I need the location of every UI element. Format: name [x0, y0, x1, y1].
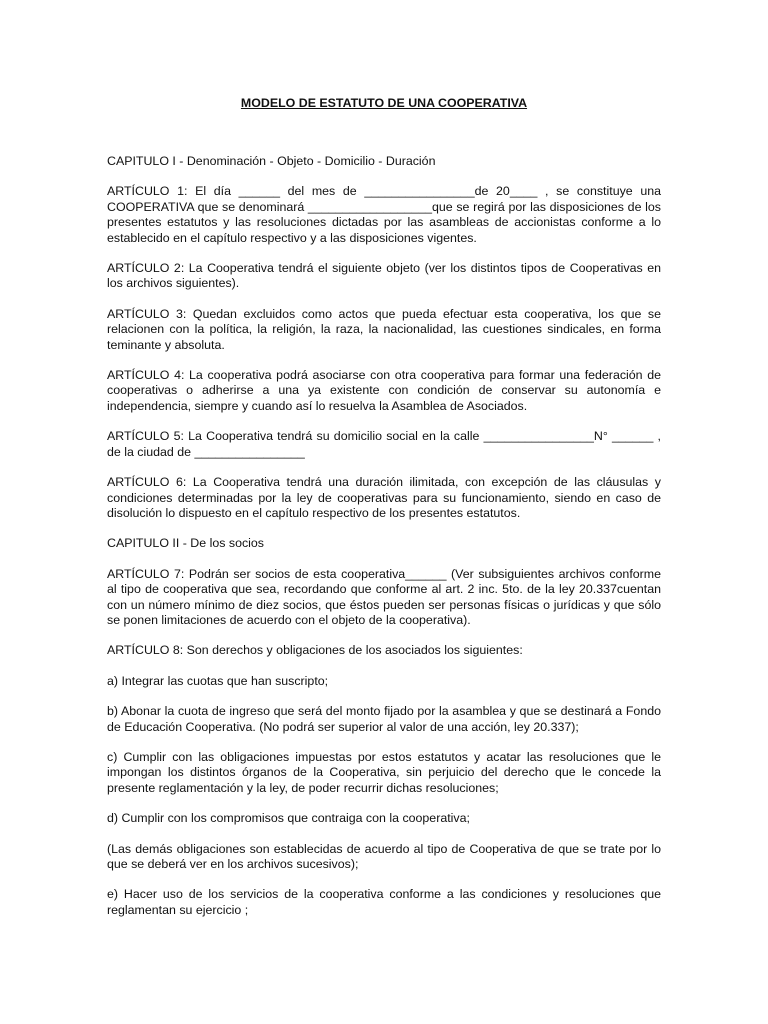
- item-b: b) Abonar la cuota de ingreso que será del monto fijado por la asamblea y que se destinará a Fondo de Educación Cooperativa. (No podrá ser superior al valor de una acción, ley 20.337);: [107, 704, 661, 734]
- article-2: ARTÍCULO 2: La Cooperativa tendrá el siguiente objeto (ver los distintos tipos de Cooperativas en los archivos siguientes).: [107, 261, 661, 291]
- item-d: d) Cumplir con los compromisos que contraiga con la cooperativa;: [107, 811, 470, 826]
- chapter-heading-2: CAPITULO II - De los socios: [107, 536, 264, 551]
- article-1: ARTÍCULO 1: El día ______ del mes de ________________de 20____ , se constituye una COOPERATIVA que se denominará __________________que se regirá por las disposiciones de los presentes estatutos y las resoluciones dictadas por las asambleas de accionistas conforme a lo establecido en el capítulo respectivo y a las disposiciones vigentes.: [107, 184, 661, 245]
- article-3: ARTÍCULO 3: Quedan excluidos como actos que pueda efectuar esta cooperativa, los que se relacionen con la política, la religión, la raza, la nacionalidad, las cuestiones sindicales, en forma teminante y absoluta.: [107, 306, 661, 352]
- article-7: ARTÍCULO 7: Podrán ser socios de esta cooperativa______ (Ver subsiguientes archivos conforme al tipo de cooperativa que sea, recordando que conforme al art. 2 inc. 5to. de la ley 20.337cuentan con un número mínimo de diez socios, que éstos pueden ser personas físicas o jurídicas y que sólo se ponen limitaciones de acuerdo con el objeto de la cooperativa).: [107, 566, 661, 627]
- item-c: c) Cumplir con las obligaciones impuestas por estos estatutos y acatar las resoluciones que le impongan los distintos órganos de la Cooperativa, sin perjuicio del derecho que le concede la presente reglamentación y la ley, de poder recurrir dichas resoluciones;: [107, 749, 661, 795]
- article-8: ARTÍCULO 8: Son derechos y obligaciones de los asociados los siguientes:: [107, 643, 523, 658]
- document-title: MODELO DE ESTATUTO DE UNA COOPERATIVA: [240, 96, 528, 110]
- article-6: ARTÍCULO 6: La Cooperativa tendrá una duración ilimitada, con excepción de las cláusulas y condiciones determinadas por la ley de cooperativas para su funcionamiento, siendo en caso de disolución lo dispuesto en el capítulo respectivo de los presentes estatutos.: [107, 475, 661, 520]
- note-other-obligations: (Las demás obligaciones son establecidas de acuerdo al tipo de Cooperativa de que se trate por lo que se deberá ver en los archivos sucesivos);: [107, 841, 661, 871]
- item-a: a) Integrar las cuotas que han suscripto;: [107, 673, 329, 688]
- chapter-heading-1: CAPITULO I - Denominación - Objeto - Domicilio - Duración: [107, 154, 436, 168]
- item-e: e) Hacer uso de los servicios de la cooperativa conforme a las condiciones y resoluciones que reglamentan su ejercicio ;: [107, 887, 661, 917]
- document-body: [107, 154, 661, 933]
- article-4: ARTÍCULO 4: La cooperativa podrá asociarse con otra cooperativa para formar una federación de cooperativas o adherirse a una ya existente con condición de conservar su autonomía e independencia, siempre y cuando así lo resuelva la Asamblea de Asociados.: [107, 368, 661, 413]
- article-5: ARTÍCULO 5: La Cooperativa tendrá su domicilio social en la calle ________________N° ______ , de la ciudad de ________________: [107, 429, 661, 459]
